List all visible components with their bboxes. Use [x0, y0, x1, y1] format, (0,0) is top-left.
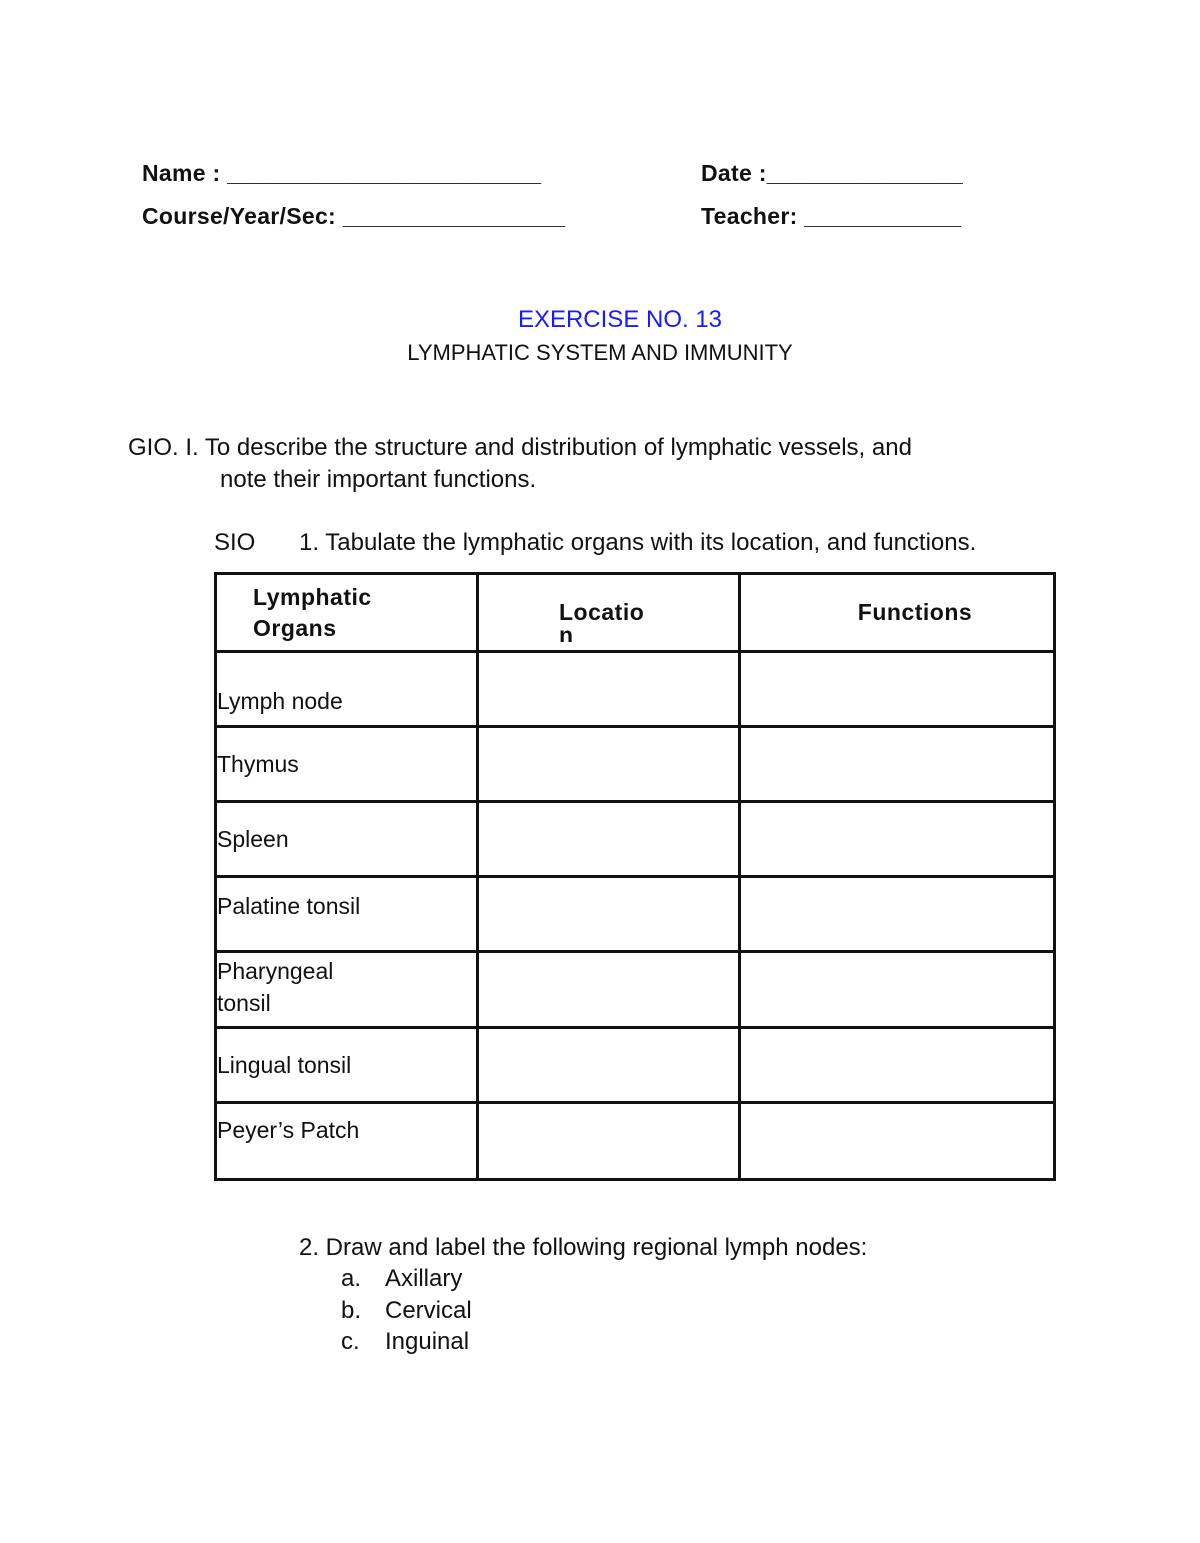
list-label: Inguinal [385, 1328, 470, 1355]
list-marker: c. [341, 1328, 360, 1355]
functions-cell[interactable] [740, 802, 1055, 877]
name-label: Name : [142, 160, 221, 186]
table-row [216, 802, 1055, 877]
organ-cell [216, 952, 478, 1028]
organ-cell: Lymph node [216, 652, 478, 727]
header-location-line-2: n [559, 627, 574, 642]
functions-cell[interactable] [740, 652, 1055, 727]
functions-cell[interactable] [740, 952, 1055, 1028]
sio-label: SIO [214, 529, 256, 556]
organ-cell: Palatine tonsil [216, 877, 478, 952]
list-item [341, 1297, 472, 1325]
header-location [478, 574, 740, 652]
name-blank: ________________________ [227, 160, 542, 186]
header-location-line-1: Locatio [559, 598, 645, 625]
lymphatic-organs-table [214, 572, 1056, 1181]
course-field [142, 203, 565, 230]
location-cell[interactable] [478, 652, 740, 727]
date-blank: _______________ [766, 160, 964, 186]
gio-line-1: GIO. I. To describe the structure and distribution of lymphatic vessels, and [128, 434, 912, 461]
location-cell[interactable] [478, 727, 740, 802]
header-functions-label: Functions [857, 599, 973, 625]
table-row [216, 652, 1055, 727]
functions-cell[interactable] [740, 877, 1055, 952]
course-blank: _________________ [342, 203, 566, 229]
gio-line-2: note their important functions. [220, 466, 537, 493]
header-organs [216, 574, 478, 652]
organ-cell: Spleen [216, 802, 478, 877]
teacher-label: Teacher: [701, 203, 798, 229]
organ-cell: Lingual tonsil [216, 1028, 478, 1103]
table-row [216, 1028, 1055, 1103]
table-header-row [216, 574, 1055, 652]
exercise-title: EXERCISE NO. 13 [517, 306, 723, 333]
list-item [341, 1328, 469, 1356]
functions-cell[interactable] [740, 727, 1055, 802]
organ-name-line-1: Pharyngeal [217, 958, 334, 984]
location-cell[interactable] [478, 1028, 740, 1103]
exercise-subtitle: LYMPHATIC SYSTEM AND IMMUNITY [407, 340, 793, 365]
table-row [216, 877, 1055, 952]
date-label: Date : [701, 160, 767, 186]
functions-cell[interactable] [740, 1028, 1055, 1103]
sio-text: 1. Tabulate the lymphatic organs with its location, and functions. [299, 529, 977, 556]
organ-cell: Thymus [216, 727, 478, 802]
header-functions [740, 574, 1055, 652]
functions-cell[interactable] [740, 1103, 1055, 1180]
table-row [216, 952, 1055, 1028]
list-item [341, 1265, 462, 1293]
location-cell[interactable] [478, 952, 740, 1028]
location-cell[interactable] [478, 877, 740, 952]
question-2-text: 2. Draw and label the following regional lymph nodes: [299, 1234, 868, 1261]
location-cell[interactable] [478, 1103, 740, 1180]
organ-cell: Peyer’s Patch [216, 1103, 478, 1180]
list-marker: b. [341, 1297, 362, 1324]
table-row [216, 1103, 1055, 1180]
list-label: Axillary [385, 1265, 463, 1292]
table-row [216, 727, 1055, 802]
course-label: Course/Year/Sec: [142, 203, 337, 229]
name-field [142, 160, 541, 187]
list-marker: a. [341, 1265, 362, 1292]
header-organs-line-2: Organs [253, 614, 337, 641]
teacher-field [701, 203, 961, 230]
teacher-blank: ____________ [804, 203, 962, 229]
date-field [701, 160, 963, 187]
organ-name-line-2: tonsil [217, 990, 271, 1016]
header-organs-line-1: Lymphatic [253, 583, 372, 610]
location-cell[interactable] [478, 802, 740, 877]
list-label: Cervical [385, 1297, 472, 1324]
